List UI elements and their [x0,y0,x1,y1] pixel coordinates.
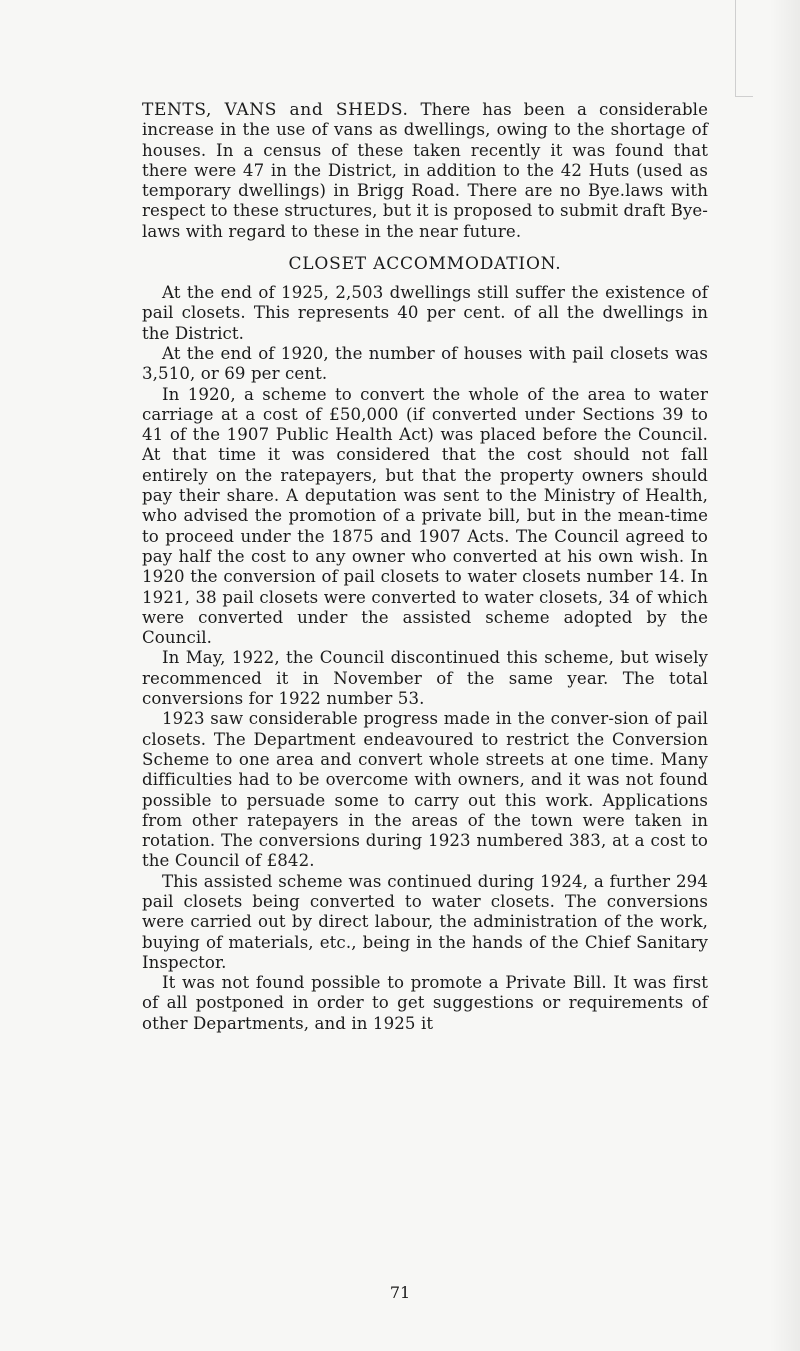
closet-section-title: CLOSET ACCOMMODATION. [288,254,562,275]
page-edge-shadow [770,0,800,1351]
closet-paragraph-4: In May, 1922, the Council discontinued this scheme, but wisely recommenced it in November of the same year. The total conversions for 1922 number 53. [142,648,708,709]
closet-paragraph-3: In 1920, a scheme to convert the whole of the area to water carriage at a cost of £50,000 (if converted under Sections 39 to 41 of the 1907 Public Health Act) was placed before the Council. At that time it was considered that the cost should not fall entirely on the ratepayers, but that the property owners should pay their share. A deputation was sent to the Ministry of Health, who advised the promotion of a private bill, but in the mean-time to proceed under the 1875 and 1907 Acts. The Council agreed to pay half the cost to any owner who converted at his own wish. In 1920 the conversion of pail closets to water closets number 14. In 1921, 38 pail closets were converted to water closets, 34 of which were converted under the assisted scheme adopted by the Council. [142,384,708,648]
page-fold-mark-horizontal [735,96,753,97]
closet-paragraph-7: It was not found possible to promote a Private Bill. It was first of all postponed in order to get suggestions or requirements of other Departments, and in 1925 it [142,973,708,1033]
closet-paragraph-1: At the end of 1925, 2,503 dwellings still suffer the existence of pail closets. This represents 40 per cent. of all the dwellings in the District. [142,283,708,343]
closet-paragraph-5: 1923 saw considerable progress made in the conver-sion of pail closets. The Department endeavoured to restrict the Conversion Scheme to one area and convert whole streets at one time. Many difficulties had to be overcome with owners, and it was not found possible to persuade some to carry out this work. Applications from other ratepayers in the areas of the town were taken in rotation. The conversions during 1923 numbered 383, at a cost to the Council of £842. [142,709,708,871]
tents-paragraph [142,100,708,242]
page-fold-mark [735,0,736,96]
document-page [142,100,708,1034]
tents-heading: TENTS, VANS and SHEDS. [142,100,409,120]
tents-text: There has been a considerable increase in the use of vans as dwellings, owing to the shortage of houses. In a census of these taken recently it was found that there were 47 in the District, in addition to the 42 Huts (used as temporary dwellings) in Brigg Road. There are no Bye.laws with respect to these structures, but it is proposed to submit draft Bye-laws with regard to these in the near future. [142,100,708,241]
page-number: 71 [389,1283,411,1302]
closet-paragraph-2: At the end of 1920, the number of houses with pail closets was 3,510, or 69 per cent. [142,343,708,384]
closet-paragraph-6: This assisted scheme was continued during 1924, a further 294 pail closets being converted to water closets. The conversions were carried out by direct labour, the administration of the work, buying of materials, etc., being in the hands of the Chief Sanitary Inspector. [142,871,708,972]
